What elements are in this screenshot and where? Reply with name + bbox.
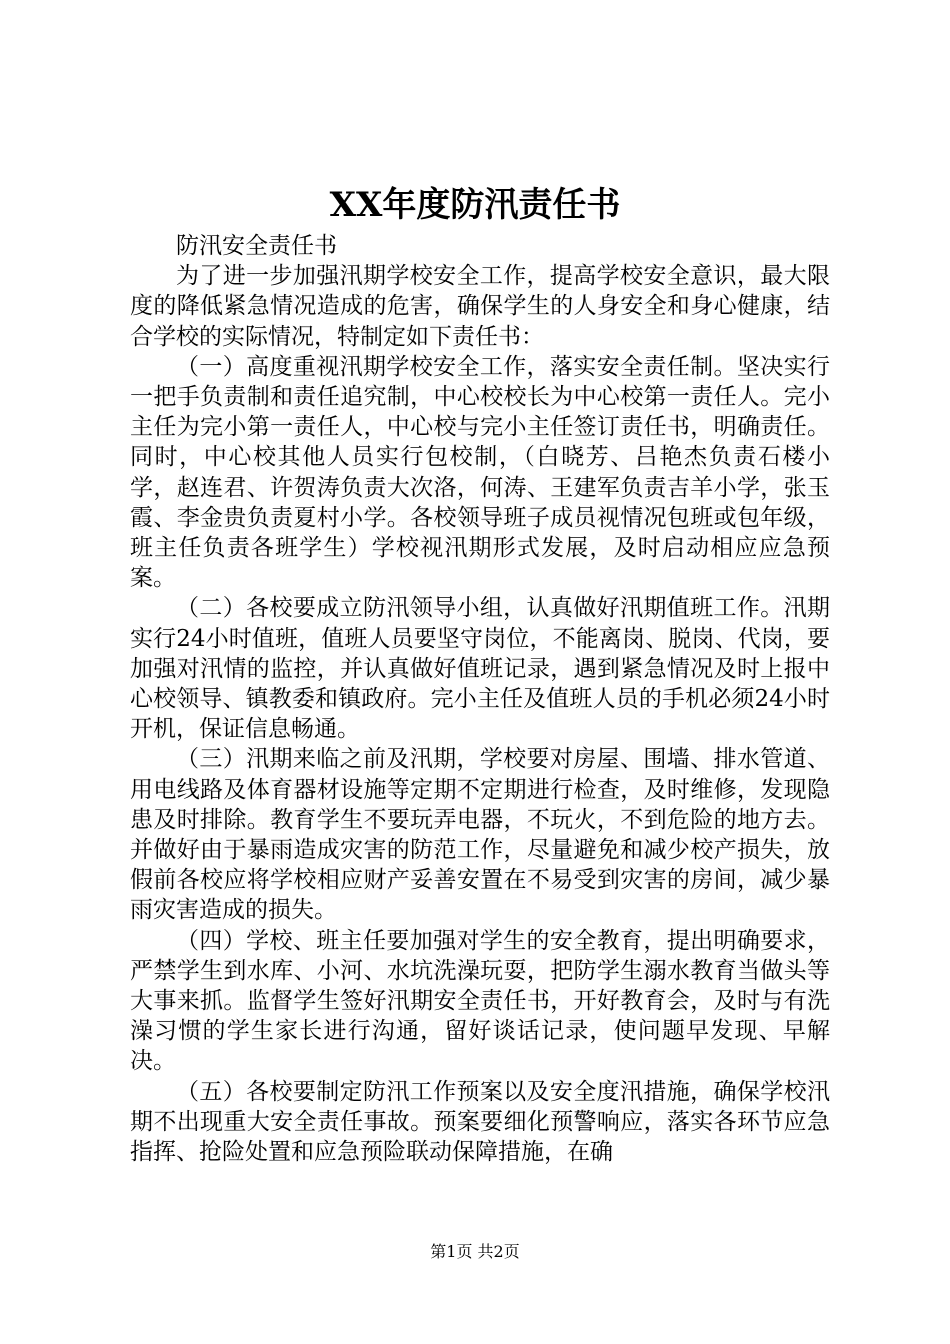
paragraph-item-4: （四）学校、班主任要加强对学生的安全教育，提出明确要求，严禁学生到水库、小河、水坑洗澡玩耍，把防学生溺水教育当做头等大事来抓。监督学生签好汛期安全责任书，开好教育会，及时与有洗澡习惯的学生家长进行沟通，留好谈话记录，使问题早发现、早解决。 (130, 927, 830, 1075)
paragraph-item-1: （一）高度重视汛期学校安全工作，落实安全责任制。坚决实行一把手负责制和责任追究制，中心校校长为中心校第一责任人。完小主任为完小第一责任人，中心校与完小主任签订责任书，明确责任。同时，中心校其他人员实行包校制，（白晓芳、吕艳杰负责石楼小学，赵连君、许贺涛负责大次洛，何涛、王建军负责吉羊小学，张玉霞、李金贵负责夏村小学。各校领导班子成员视情况包班或包年级，班主任负责各班学生）学校视汛期形式发展，及时启动相应应急预案。 (130, 353, 830, 592)
page-footer: 第1页 共2页 (430, 1242, 520, 1261)
document-title: XX年度防汛责任书 (329, 185, 621, 225)
paragraph-intro: 为了进一步加强汛期学校安全工作，提高学校安全意识，最大限度的降低紧急情况造成的危害，确保学生的人身安全和身心健康，结合学校的实际情况，特制定如下责任书： (130, 263, 830, 350)
paragraph-item-5: （五）各校要制定防汛工作预案以及安全度汛措施，确保学校汛期不出现重大安全责任事故。预案要细化预警响应，落实各环节应急指挥、抢险处置和应急预险联动保障措施，在确 (130, 1078, 830, 1166)
document-subtitle: 防汛安全责任书 (176, 233, 337, 259)
paragraph-item-2: （二）各校要成立防汛领导小组，认真做好汛期值班工作。汛期实行24小时值班，值班人员要坚守岗位，不能离岗、脱岗、代岗，要加强对汛情的监控，并认真做好值班记录，遇到紧急情况及时上报中心校领导、镇教委和镇政府。完小主任及值班人员的手机必须24小时开机，保证信息畅通。 (130, 595, 830, 743)
paragraph-item-3: （三）汛期来临之前及汛期，学校要对房屋、围墙、排水管道、用电线路及体育器材设施等定期不定期进行检查，及时维修，发现隐患及时排除。教育学生不要玩弄电器，不玩火，不到危险的地方去。并做好由于暴雨造成灾害的防范工作，尽量避免和减少校产损失，放假前各校应将学校相应财产妥善安置在不易受到灾害的房间，减少暴雨灾害造成的损失。 (130, 746, 830, 924)
document-body (130, 231, 830, 1167)
